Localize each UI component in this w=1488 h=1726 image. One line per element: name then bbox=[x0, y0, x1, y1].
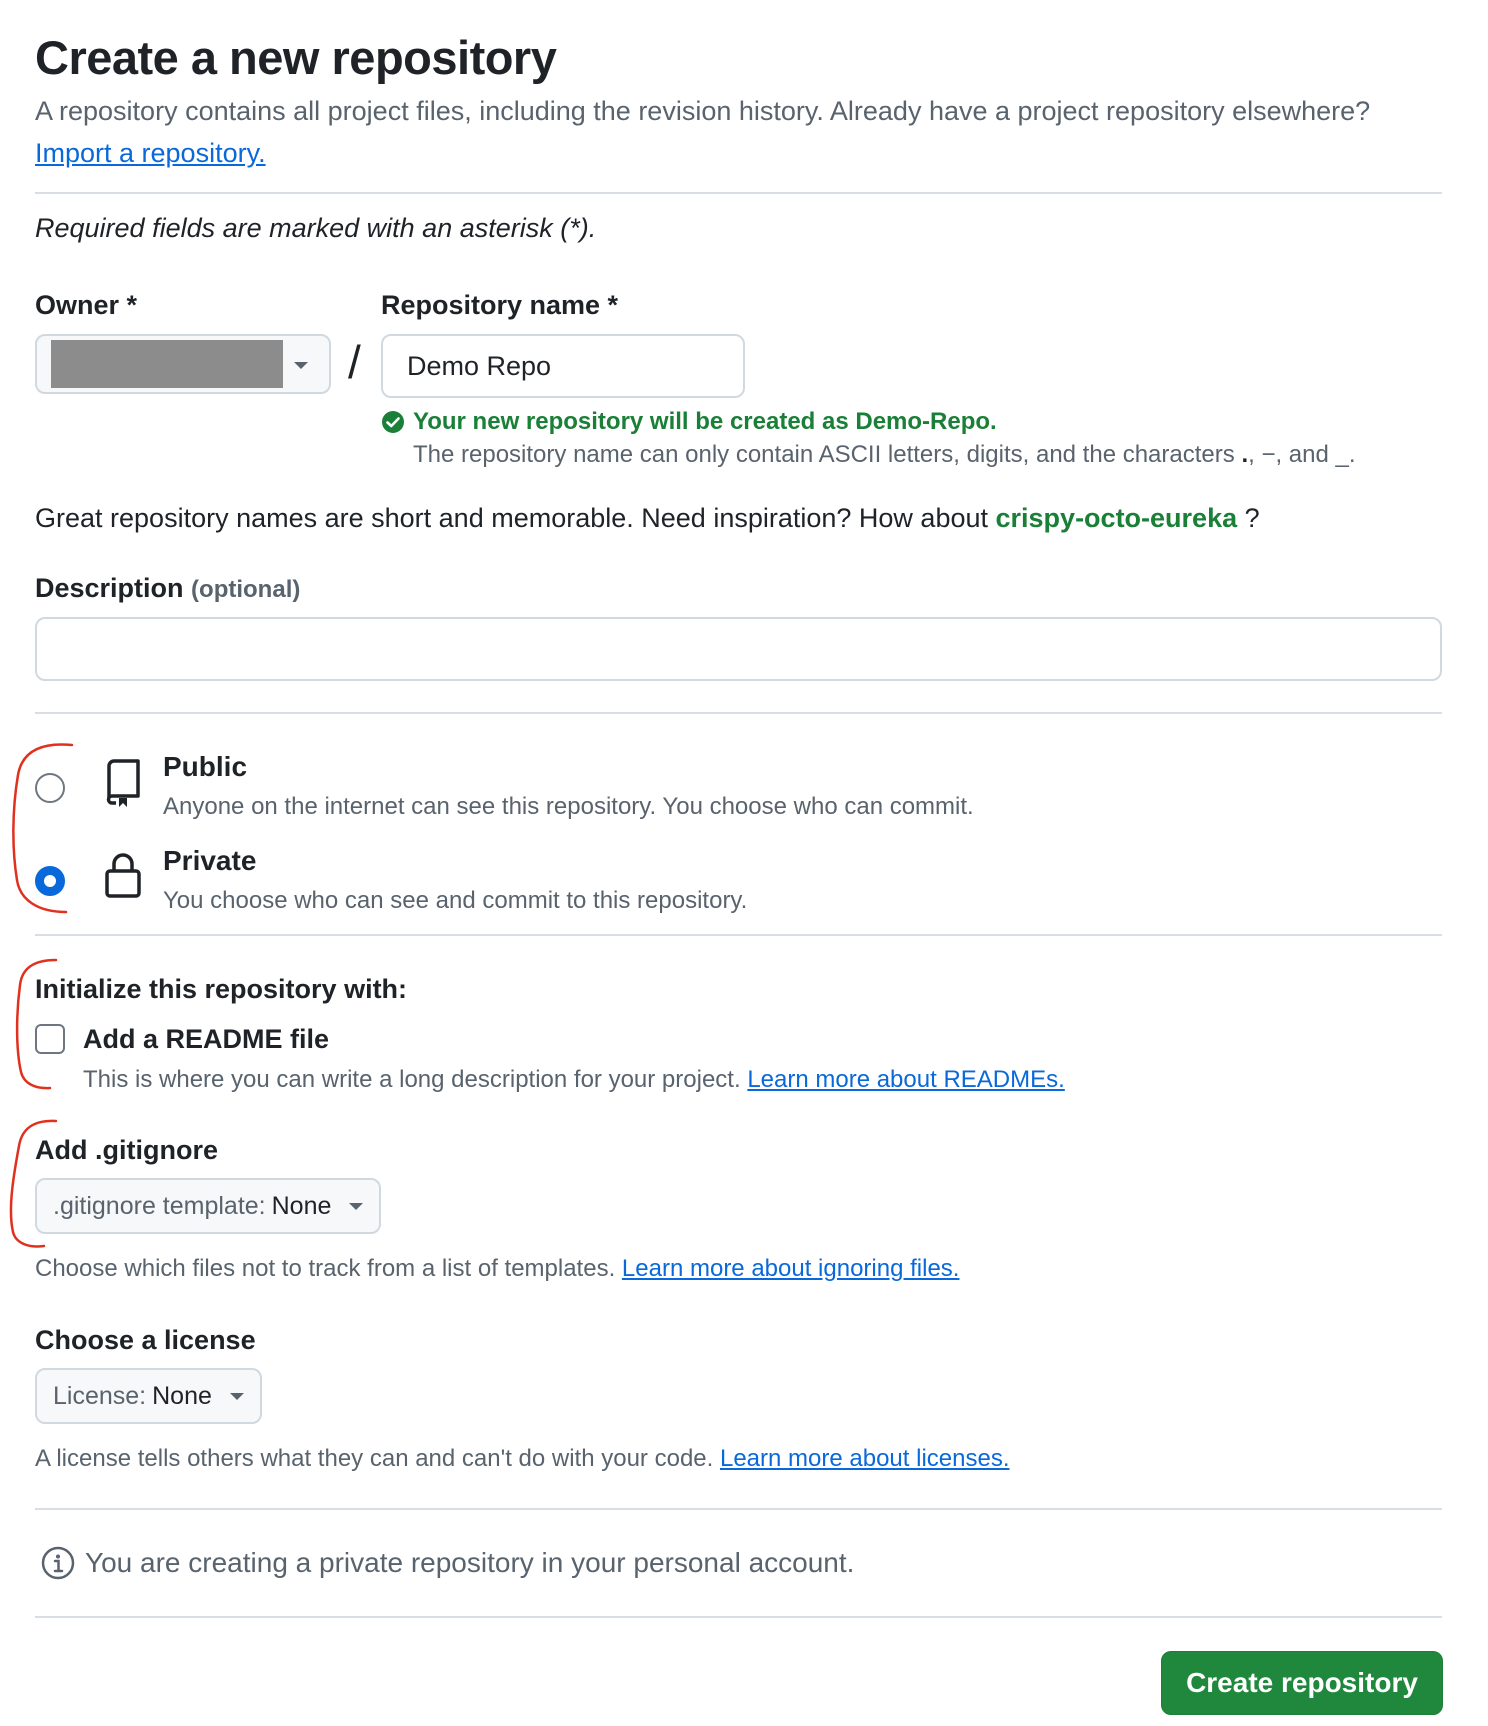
initialize-heading: Initialize this repository with: bbox=[35, 974, 408, 1004]
repository-name-label: Repository name * bbox=[381, 290, 619, 320]
lock-icon bbox=[103, 850, 143, 900]
divider bbox=[35, 1616, 1442, 1618]
info-icon bbox=[41, 1546, 75, 1580]
gitignore-description bbox=[35, 1255, 959, 1283]
license-heading: Choose a license bbox=[35, 1325, 256, 1355]
info-note-text: You are creating a private repository in your personal account. bbox=[85, 1547, 855, 1578]
public-option-title: Public bbox=[163, 751, 248, 782]
page-subtitle bbox=[35, 90, 1442, 174]
name-rules-text: The repository name can only contain ASCII letters, digits, and the characters bbox=[413, 441, 1235, 468]
name-inspiration bbox=[35, 503, 1260, 534]
repository-name-input[interactable] bbox=[381, 334, 745, 398]
gitignore-template-select[interactable] bbox=[35, 1178, 381, 1234]
inspiration-suffix: ? bbox=[1244, 503, 1260, 533]
readme-description-text: This is where you can write a long description for your project. bbox=[83, 1066, 741, 1093]
private-radio[interactable] bbox=[35, 866, 65, 896]
allowed-char-dot: . bbox=[1241, 441, 1249, 468]
rules-and: , and bbox=[1275, 441, 1329, 468]
owner-redacted-value bbox=[51, 340, 283, 388]
chevron-down-icon bbox=[230, 1393, 244, 1400]
description-input[interactable] bbox=[35, 617, 1442, 681]
create-repository-button[interactable]: Create repository bbox=[1161, 1651, 1443, 1715]
inspiration-text: Great repository names are short and memorable. Need inspiration? How about bbox=[35, 503, 988, 533]
name-suggestion-link[interactable]: crispy-octo-eureka bbox=[995, 503, 1238, 533]
license-description bbox=[35, 1445, 1009, 1473]
page-title: Create a new repository bbox=[35, 31, 557, 84]
check-circle-icon bbox=[381, 410, 405, 434]
learn-readmes-link[interactable]: Learn more about READMEs. bbox=[747, 1066, 1065, 1093]
divider bbox=[35, 934, 1442, 936]
allowed-char-hyphen: − bbox=[1261, 441, 1276, 468]
readme-description bbox=[83, 1066, 1065, 1094]
learn-licenses-link[interactable]: Learn more about licenses. bbox=[719, 1445, 1010, 1472]
required-fields-note: Required fields are marked with an asterisk (*). bbox=[35, 213, 597, 243]
name-rules-hint bbox=[413, 441, 1356, 469]
availability-message bbox=[381, 408, 997, 436]
rules-period: . bbox=[1348, 441, 1356, 468]
license-description-text: A license tells others what they can and can't do with your code. bbox=[35, 1445, 714, 1472]
divider bbox=[35, 1508, 1442, 1510]
description-label-text: Description bbox=[35, 573, 184, 603]
subtitle-text: A repository contains all project files, including the revision history. Already have a project repository elsewhere? bbox=[35, 96, 1371, 126]
rules-comma: , bbox=[1248, 441, 1255, 468]
chevron-down-icon bbox=[294, 362, 308, 369]
chevron-down-icon bbox=[349, 1203, 363, 1210]
description-label bbox=[35, 573, 300, 604]
import-repository-link[interactable]: Import a repository. bbox=[35, 138, 266, 168]
gitignore-select-prefix: .gitignore template: bbox=[53, 1191, 266, 1220]
repo-icon bbox=[103, 758, 143, 808]
owner-select[interactable] bbox=[35, 334, 331, 394]
learn-ignoring-files-link[interactable]: Learn more about ignoring files. bbox=[621, 1255, 960, 1282]
gitignore-heading: Add .gitignore bbox=[35, 1135, 218, 1165]
private-option-description: You choose who can see and commit to this repository. bbox=[163, 887, 748, 914]
optional-tag: (optional) bbox=[191, 576, 301, 603]
gitignore-description-text: Choose which files not to track from a list of templates. bbox=[35, 1255, 616, 1282]
license-select-value: None bbox=[152, 1381, 212, 1410]
divider bbox=[35, 192, 1442, 194]
gitignore-select-value: None bbox=[271, 1191, 332, 1220]
divider bbox=[35, 712, 1442, 714]
allowed-char-underscore: _ bbox=[1335, 441, 1349, 468]
public-option-description: Anyone on the internet can see this repository. You choose who can commit. bbox=[163, 793, 974, 820]
license-select[interactable] bbox=[35, 1368, 262, 1424]
private-option-title: Private bbox=[163, 845, 257, 876]
license-select-prefix: License: bbox=[53, 1381, 147, 1410]
visibility-info-note bbox=[41, 1546, 854, 1580]
owner-repo-separator: / bbox=[348, 336, 361, 388]
readme-checkbox[interactable] bbox=[35, 1024, 65, 1054]
availability-text: Your new repository will be created as Demo-Repo. bbox=[413, 408, 997, 435]
public-radio[interactable] bbox=[35, 773, 65, 803]
owner-label: Owner * bbox=[35, 290, 138, 320]
readme-checkbox-label[interactable]: Add a README file bbox=[83, 1024, 330, 1054]
